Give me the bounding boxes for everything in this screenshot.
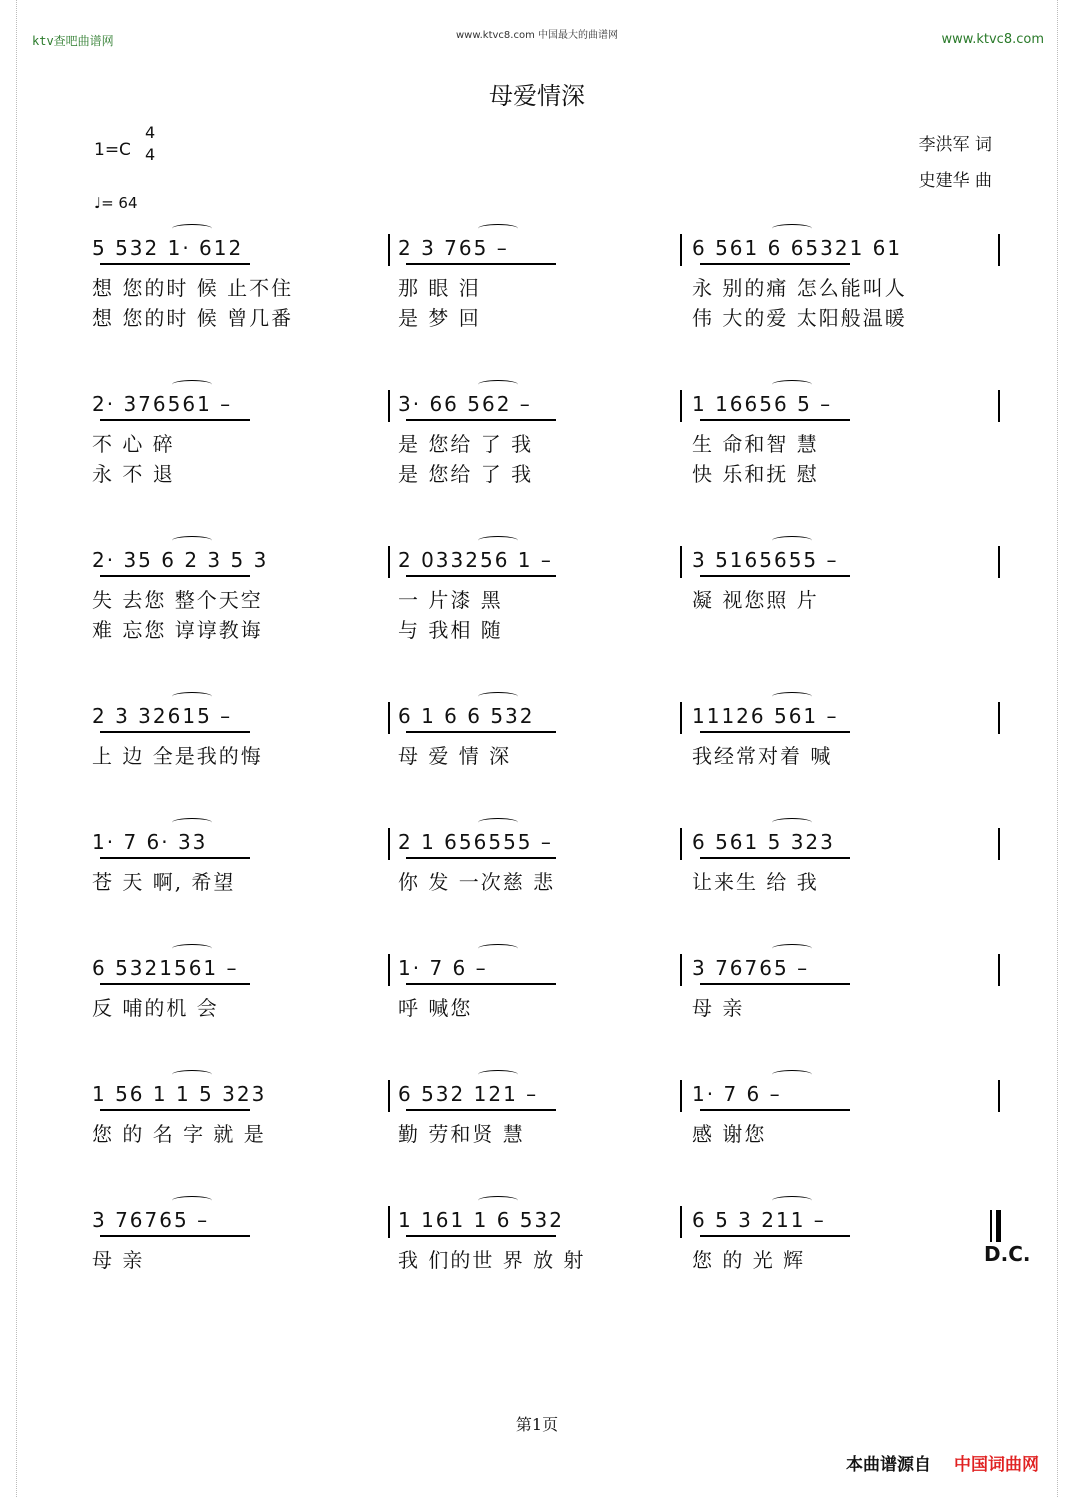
slur-arc: [772, 224, 812, 233]
barline: [998, 954, 1000, 986]
header-left-link[interactable]: ktv查吧曲谱网: [32, 34, 114, 48]
beam-line: [100, 1109, 250, 1111]
lyrics1-s5-m2: 你 发 一次慈 悲: [398, 870, 556, 894]
lyrics1-s8-m3: 您 的 光 辉: [692, 1248, 806, 1272]
lyrics1-s5-m1: 苍 天 啊, 希望: [92, 870, 236, 894]
source-site-link[interactable]: 中国词曲网: [954, 1455, 1039, 1475]
barline: [998, 234, 1000, 266]
header-right-link[interactable]: www.ktvc8.com: [941, 32, 1044, 47]
lyrics1-s2-m2: 是 您给 了 我: [398, 432, 534, 456]
notes-s2-m1: 2· 376561 –: [92, 392, 233, 416]
beam-line: [700, 983, 850, 985]
barline: [680, 954, 682, 986]
notes-s3-m1: 2· 35 6 2 3 5 3: [92, 548, 269, 572]
lyrics1-s4-m2: 母 爱 情 深: [398, 744, 512, 768]
time-top: 4: [145, 123, 156, 142]
barline: [680, 828, 682, 860]
notes-s6-m1: 6 5321561 –: [92, 956, 239, 980]
slur-arc: [478, 944, 518, 953]
composer-credit: 史建华 曲: [918, 171, 992, 191]
time-bottom: 4: [145, 145, 156, 164]
beam-line: [700, 857, 850, 859]
lyrics2-s2-m1: 永 不 退: [92, 462, 175, 486]
notes-s5-m2: 2 1 656555 –: [398, 830, 553, 854]
barline: [998, 702, 1000, 734]
lyrics2-s2-m2: 是 您给 了 我: [398, 462, 534, 486]
notes-s7-m3: 1· 7 6 –: [692, 1082, 782, 1106]
slur-arc: [478, 1070, 518, 1079]
left-border: [0, 0, 17, 1497]
barline: [388, 234, 390, 266]
notes-s5-m3: 6 561 5 323: [692, 830, 835, 854]
slur-arc: [172, 944, 212, 953]
notes-s4-m1: 2 3 32615 –: [92, 704, 233, 728]
slur-arc: [172, 536, 212, 545]
beam-line: [406, 1235, 556, 1237]
lyrics1-s1-m2: 那 眼 泪: [398, 276, 481, 300]
source-label: 本曲谱源自: [846, 1455, 931, 1475]
time-signature: [145, 122, 155, 166]
page-number: 第1页: [515, 1415, 559, 1434]
notes-s3-m2: 2 033256 1 –: [398, 548, 553, 572]
beam-line: [100, 983, 250, 985]
barline: [388, 828, 390, 860]
notes-s6-m3: 3 76765 –: [692, 956, 810, 980]
notes-s7-m2: 6 532 121 –: [398, 1082, 539, 1106]
final-barline-thick: [996, 1210, 1001, 1242]
slur-arc: [172, 224, 212, 233]
lyrics1-s3-m2: 一 片漆 黑: [398, 588, 503, 612]
notes-s4-m3: 11126 561 –: [692, 704, 839, 728]
slur-arc: [172, 380, 212, 389]
key-signature: 1=C: [94, 140, 131, 160]
beam-line: [700, 263, 850, 265]
barline: [680, 1206, 682, 1238]
lyrics1-s6-m1: 反 哺的机 会: [92, 996, 219, 1020]
barline: [998, 1080, 1000, 1112]
slur-arc: [172, 1196, 212, 1205]
lyrics1-s1-m3: 永 别的痛 怎么能叫人: [692, 276, 907, 300]
beam-line: [406, 263, 556, 265]
slur-arc: [772, 536, 812, 545]
right-border: [1057, 0, 1074, 1497]
beam-line: [100, 263, 250, 265]
beam-line: [406, 1109, 556, 1111]
notes-s1-m2: 2 3 765 –: [398, 236, 509, 260]
barline: [680, 1080, 682, 1112]
barline: [388, 702, 390, 734]
lyrics1-s6-m2: 呼 喊您: [398, 996, 473, 1020]
slur-arc: [478, 536, 518, 545]
beam-line: [100, 1235, 250, 1237]
notes-s3-m3: 3 5165655 –: [692, 548, 839, 572]
lyrics1-s8-m1: 母 亲: [92, 1248, 145, 1272]
beam-line: [100, 575, 250, 577]
beam-line: [100, 857, 250, 859]
barline: [388, 390, 390, 422]
beam-line: [406, 983, 556, 985]
notes-s7-m1: 1 56 1 1 5 323: [92, 1082, 267, 1106]
barline: [680, 390, 682, 422]
lyrics1-s4-m3: 我经常对着 喊: [692, 744, 833, 768]
barline: [998, 546, 1000, 578]
lyrics2-s2-m3: 快 乐和抚 慰: [692, 462, 819, 486]
barline: [998, 390, 1000, 422]
slur-arc: [172, 818, 212, 827]
beam-line: [700, 1235, 850, 1237]
notes-s2-m3: 1 16656 5 –: [692, 392, 833, 416]
notes-s4-m2: 6 1 6 6 532: [398, 704, 535, 728]
barline: [680, 702, 682, 734]
slur-arc: [478, 692, 518, 701]
lyrics1-s6-m3: 母 亲: [692, 996, 745, 1020]
notes-s8-m1: 3 76765 –: [92, 1208, 210, 1232]
lyrics1-s4-m1: 上 边 全是我的悔: [92, 744, 263, 768]
beam-line: [406, 857, 556, 859]
lyrics1-s7-m2: 勤 劳和贤 慧: [398, 1122, 525, 1146]
lyrics2-s1-m3: 伟 大的爱 太阳般温暖: [692, 306, 907, 330]
lyrics2-s3-m1: 难 忘您 谆谆教诲: [92, 618, 263, 642]
slur-arc: [172, 1070, 212, 1079]
song-title: 母爱情深: [489, 82, 585, 110]
beam-line: [406, 575, 556, 577]
beam-line: [100, 419, 250, 421]
lyrics1-s7-m1: 您 的 名 字 就 是: [92, 1122, 266, 1146]
beam-line: [406, 731, 556, 733]
slur-arc: [478, 1196, 518, 1205]
beam-line: [700, 731, 850, 733]
barline: [388, 546, 390, 578]
lyrics1-s3-m3: 凝 视您照 片: [692, 588, 819, 612]
barline: [680, 234, 682, 266]
lyrics1-s2-m1: 不 心 碎: [92, 432, 175, 456]
lyrics1-s2-m3: 生 命和智 慧: [692, 432, 819, 456]
barline: [680, 546, 682, 578]
beam-line: [700, 419, 850, 421]
lyrics1-s5-m3: 让来生 给 我: [692, 870, 819, 894]
slur-arc: [478, 818, 518, 827]
barline: [388, 1206, 390, 1238]
tempo-mark: ♩= 64: [94, 194, 138, 212]
notes-s8-m3: 6 5 3 211 –: [692, 1208, 826, 1232]
notes-s2-m2: 3· 66 562 –: [398, 392, 532, 416]
notes-s8-m2: 1 161 1 6 532: [398, 1208, 564, 1232]
beam-line: [700, 1109, 850, 1111]
notes-s5-m1: 1· 7 6· 33: [92, 830, 208, 854]
slur-arc: [772, 1196, 812, 1205]
slur-arc: [478, 224, 518, 233]
lyrics1-s3-m1: 失 去您 整个天空: [92, 588, 263, 612]
lyrics2-s1-m2: 是 梦 回: [398, 306, 481, 330]
slur-arc: [772, 692, 812, 701]
barline: [388, 954, 390, 986]
slur-arc: [772, 380, 812, 389]
lyrics2-s1-m1: 想 您的时 候 曾几番: [92, 306, 294, 330]
final-barline-thin: [990, 1210, 992, 1242]
slur-arc: [172, 692, 212, 701]
slur-arc: [772, 944, 812, 953]
lyrics2-s3-m2: 与 我相 随: [398, 618, 503, 642]
barline: [998, 828, 1000, 860]
notes-s1-m1: 5 532 1· 612: [92, 236, 244, 260]
notes-s6-m2: 1· 7 6 –: [398, 956, 488, 980]
lyrics1-s7-m3: 感 谢您: [692, 1122, 767, 1146]
lyrics1-s8-m2: 我 们的世 界 放 射: [398, 1248, 586, 1272]
beam-line: [700, 575, 850, 577]
lyricist-credit: 李洪军 词: [918, 135, 992, 155]
barline: [388, 1080, 390, 1112]
notes-s1-m3: 6 561 6 65321 61: [692, 236, 903, 260]
dc-mark: D.C.: [984, 1242, 1031, 1266]
slur-arc: [772, 818, 812, 827]
beam-line: [406, 419, 556, 421]
lyrics1-s1-m1: 想 您的时 候 止不住: [92, 276, 294, 300]
slur-arc: [772, 1070, 812, 1079]
header-center-text: www.ktvc8.com 中国最大的曲谱网: [455, 30, 618, 41]
beam-line: [100, 731, 250, 733]
slur-arc: [478, 380, 518, 389]
